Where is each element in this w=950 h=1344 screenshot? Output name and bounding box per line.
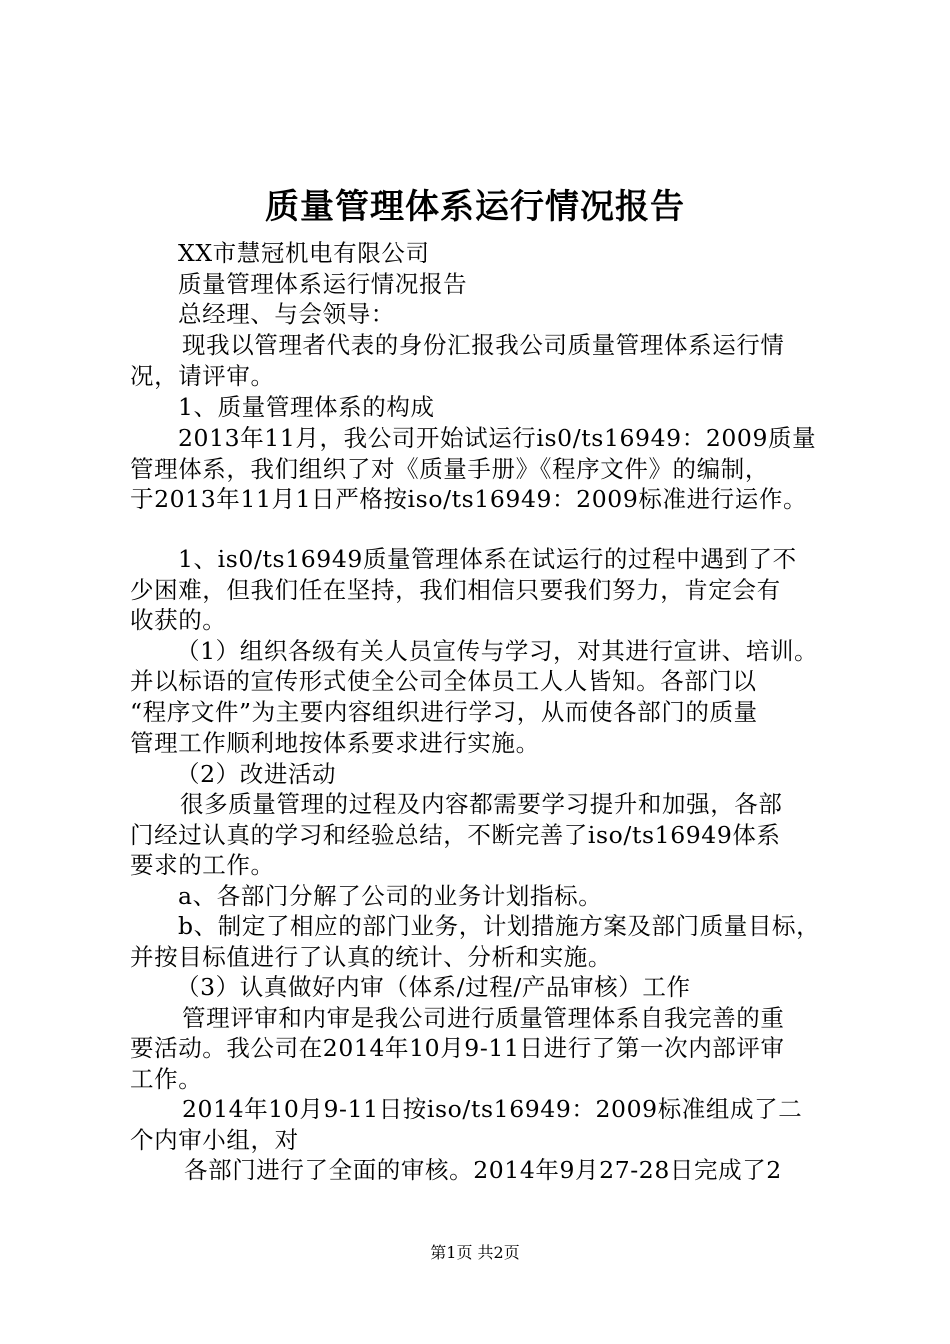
document-title: 质量管理体系运行情况报告: [265, 187, 685, 227]
body-line: 很多质量管理的过程及内容都需要学习提升和加强，各部: [180, 790, 783, 818]
body-line: 要活动。我公司在2014年10月9-11日进行了第一次内部评审: [130, 1034, 785, 1062]
body-line: “程序文件”为主要内容组织进行学习，从而使各部门的质量: [130, 698, 758, 726]
body-line: 收获的。: [130, 606, 227, 634]
body-line: 于2013年11月1日严格按iso/ts16949：2009标准进行运作。: [130, 485, 808, 513]
body-line: 门经过认真的学习和经验总结，不断完善了iso/ts16949体系: [130, 821, 781, 849]
body-line: 少困难，但我们任在坚持，我们相信只要我们努力，肯定会有: [130, 576, 781, 604]
body-line: 要求的工作。: [130, 851, 275, 879]
body-line: 管理工作顺利地按体系要求进行实施。: [130, 729, 540, 757]
body-line: 现我以管理者代表的身份汇报我公司质量管理体系运行情: [182, 331, 785, 359]
body-line: 并以标语的宣传形式使全公司全体员工人人皆知。各部门以: [130, 667, 757, 695]
body-line: 管理体系，我们组织了对《质量手册》《程序文件》的编制，: [130, 455, 769, 483]
body-line: 2013年11月，我公司开始试运行is0/ts16949：2009质量: [178, 424, 817, 452]
company-name-line: XX市慧冠机电有限公司: [178, 239, 430, 267]
section-heading: 1、质量管理体系的构成: [178, 393, 435, 421]
body-line: a、各部门分解了公司的业务计划指标。: [178, 882, 603, 910]
body-line: 况，请评审。: [130, 362, 275, 390]
subsection-heading: （3）认真做好内审（体系/过程/产品审核）工作: [176, 973, 691, 1001]
body-line: 个内审小组，对: [130, 1126, 299, 1154]
body-line: 各部门进行了全面的审核。2014年9月27-28日完成了2: [184, 1156, 782, 1184]
body-line: 并按目标值进行了认真的统计、分析和实施。: [130, 943, 612, 971]
salutation-line: 总经理、与会领导：: [178, 300, 395, 328]
body-line: 2014年10月9-11日按iso/ts16949：2009标准组成了二: [182, 1095, 803, 1123]
body-line: 1、is0/ts16949质量管理体系在试运行的过程中遇到了不: [178, 545, 797, 573]
body-line: b、制定了相应的部门业务，计划措施方案及部门质量目标，: [178, 912, 821, 940]
body-line: （1）组织各级有关人员宣传与学习，对其进行宣讲、培训。: [176, 637, 819, 665]
page-number-footer: 第1页 共2页: [430, 1243, 520, 1262]
body-line: 工作。: [130, 1065, 203, 1093]
body-line: 管理评审和内审是我公司进行质量管理体系自我完善的重: [182, 1004, 785, 1032]
report-subtitle-line: 质量管理体系运行情况报告: [178, 270, 468, 298]
subsection-heading: （2）改进活动: [176, 760, 337, 788]
